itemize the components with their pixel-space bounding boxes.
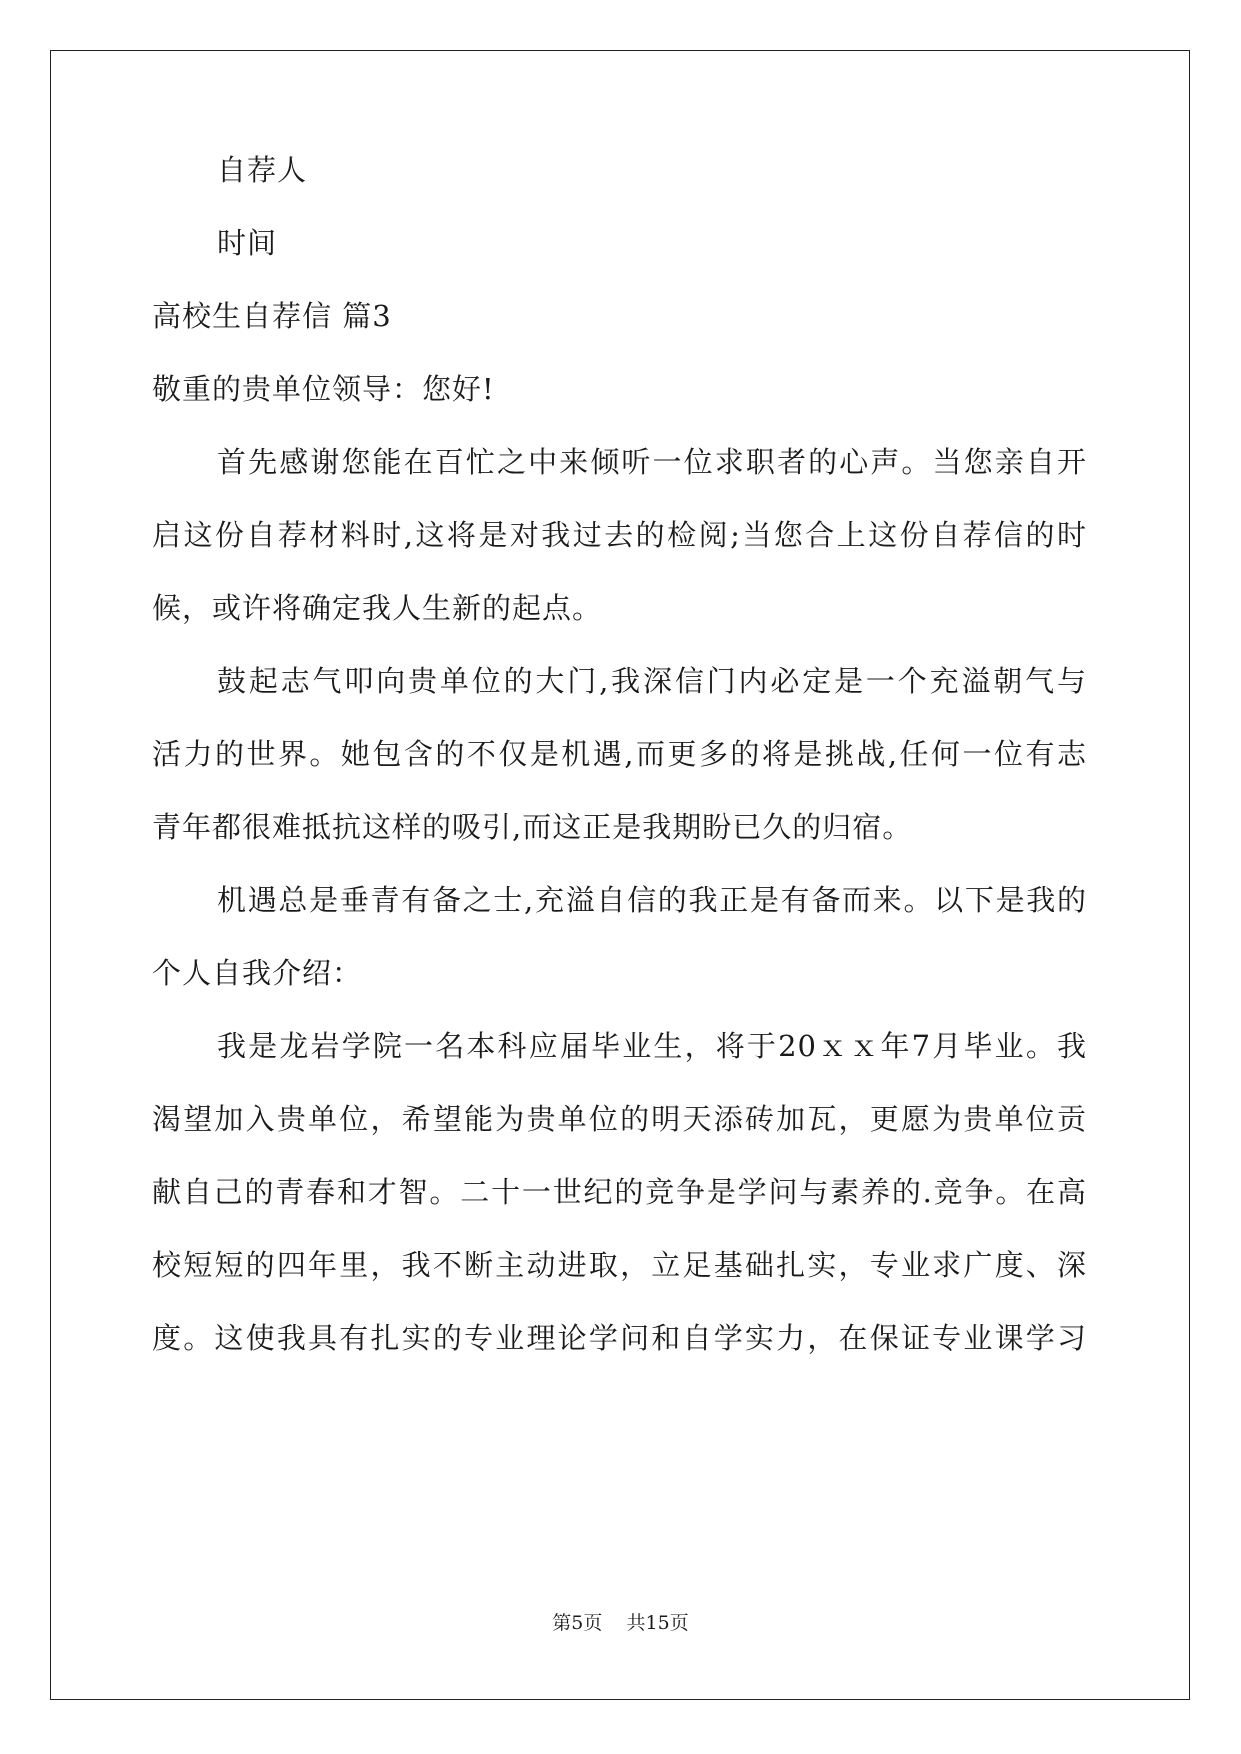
paragraph-line: 渴望加入贵单位，希望能为贵单位的明天添砖加瓦，更愿为贵单位贡 xyxy=(152,1102,1087,1136)
paragraph-line: 度。这使我具有扎实的专业理论学问和自学实力，在保证专业课学习 xyxy=(152,1321,1087,1355)
paragraph-line: 校短短的四年里，我不断主动进取，立足基础扎实，专业求广度、深 xyxy=(152,1248,1087,1282)
paragraph-line: 个人自我介绍： xyxy=(152,956,363,990)
paragraph-line: 活力的世界。她包含的不仅是机遇,而更多的将是挑战,任何一位有志 xyxy=(152,737,1087,771)
section-title: 高校生自荐信 篇3 xyxy=(152,299,392,333)
paragraph-line: 我是龙岩学院一名本科应届毕业生，将于20ｘｘ年7月毕业。我 xyxy=(217,1029,1087,1063)
paragraph-line: 首先感谢您能在百忙之中来倾听一位求职者的心声。当您亲自开 xyxy=(217,445,1087,479)
paragraph-line: 鼓起志气叩向贵单位的大门,我深信门内必定是一个充溢朝气与 xyxy=(217,664,1087,698)
paragraph-line: 青年都很难抵抗这样的吸引,而这正是我期盼已久的归宿。 xyxy=(152,810,913,844)
time-label: 时间 xyxy=(217,226,278,260)
paragraph-line: 机遇总是垂青有备之士,充溢自信的我正是有备而来。以下是我的 xyxy=(217,883,1087,917)
paragraph-line: 献自己的青春和才智。二十一世纪的竞争是学问与素养的.竞争。在高 xyxy=(152,1175,1087,1209)
paragraph-line: 启这份自荐材料时,这将是对我过去的检阅;当您合上这份自荐信的时 xyxy=(152,518,1087,552)
recommender-label: 自荐人 xyxy=(217,153,308,187)
page-number-footer: 第5页 共15页 xyxy=(552,1612,689,1634)
salutation: 敬重的贵单位领导：您好! xyxy=(152,372,495,406)
paragraph-line: 候，或许将确定我人生新的起点。 xyxy=(152,591,603,625)
